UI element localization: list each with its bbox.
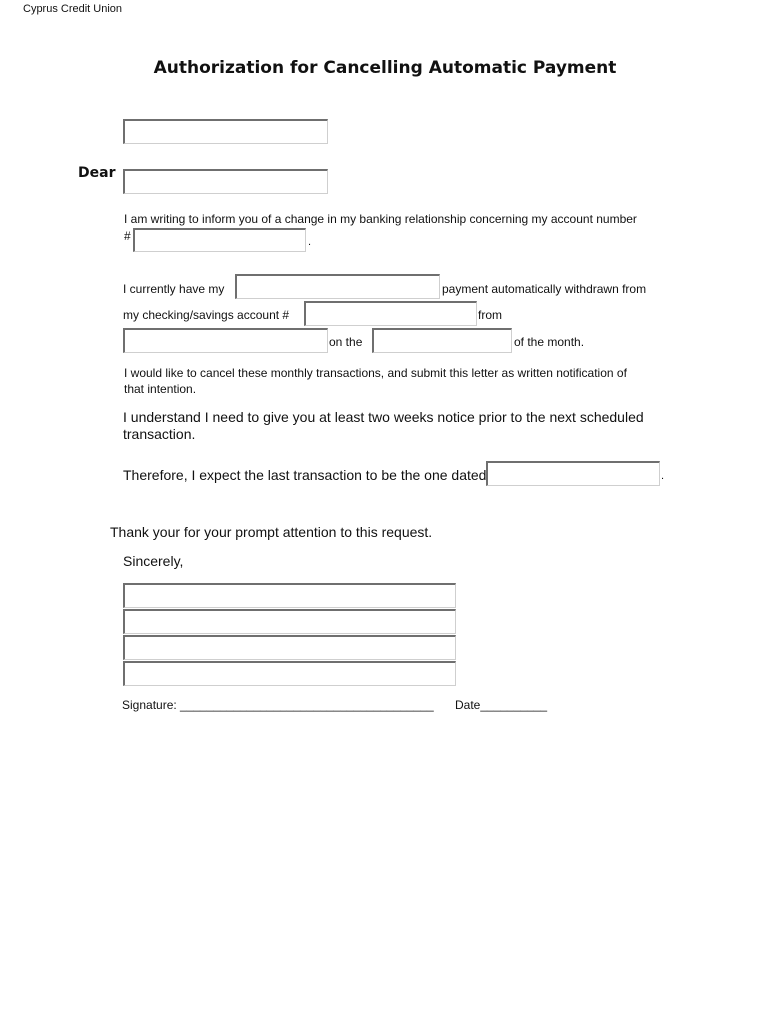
recipient-name-field[interactable] [123,119,328,144]
dear-name-field[interactable] [123,169,328,194]
payment-line1-prefix: I currently have my [123,282,225,296]
day-of-month-field[interactable] [372,328,512,353]
account-number-field[interactable] [133,228,306,252]
sender-line-3-field[interactable] [123,635,456,660]
last-transaction-prefix: Therefore, I expect the last transaction to be the one dated [123,467,487,483]
thank-you-text: Thank your for your prompt attention to this request. [110,524,433,540]
sender-line-1-field[interactable] [123,583,456,608]
payment-line2-prefix: my checking/savings account # [123,308,290,322]
page-title: Authorization for Cancelling Automatic Payment [153,58,617,78]
payment-line1-suffix: payment automatically withdrawn from [442,282,647,296]
closing-text: Sincerely, [123,553,184,569]
signature-date-line: Date__________ [455,698,548,712]
notice-paragraph-line1: I understand I need to give you at least two weeks notice prior to the next scheduled [123,409,644,425]
cancel-paragraph-line2: that intention. [124,382,197,396]
payment-line3-suffix: of the month. [514,335,585,349]
sender-line-4-field[interactable] [123,661,456,686]
hash-symbol: # [124,229,131,243]
sender-line-2-field[interactable] [123,609,456,634]
payment-line2-suffix: from [478,308,502,322]
payment-line3-mid: on the [329,335,363,349]
paragraph-account-text: I am writing to inform you of a change in my banking relationship concerning my account number [124,212,637,226]
cancel-paragraph-line1: I would like to cancel these monthly transactions, and submit this letter as written notification of [124,366,627,380]
notice-paragraph-line2: transaction. [123,426,196,442]
organization-name: Cyprus Credit Union [23,3,123,15]
signature-line: Signature: ______________________________________ [122,698,434,712]
last-transaction-period: . [661,470,665,482]
last-transaction-date-field[interactable] [486,461,660,486]
payment-name-field[interactable] [235,274,440,299]
from-date-field[interactable] [123,328,328,353]
checking-account-field[interactable] [304,301,477,326]
dear-label: Dear [78,165,116,181]
account-number-period: . [308,236,312,248]
